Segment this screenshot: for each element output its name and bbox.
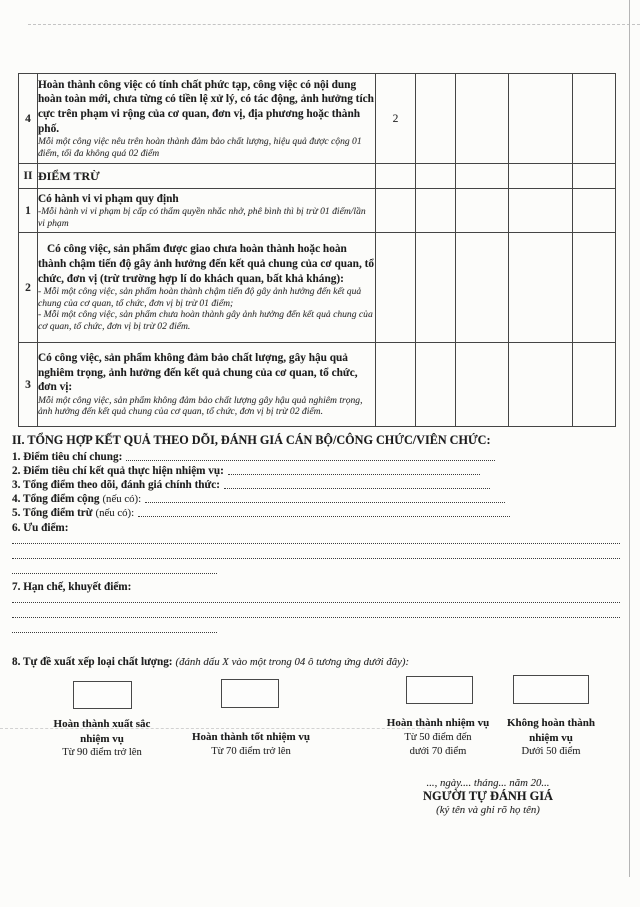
summary-item-label: 5. Tổng điểm trừ bbox=[12, 507, 93, 519]
criteria-main-text: Có hành vi vi phạm quy định bbox=[38, 192, 179, 205]
signer-role: NGƯỜI TỰ ĐÁNH GIÁ bbox=[423, 789, 553, 803]
criteria-row-4 bbox=[19, 74, 616, 164]
dotted-leader bbox=[126, 460, 495, 461]
criteria-note-text-2: - Mỗi một công việc, sản phẩm chưa hoàn thành gây ảnh hưởng đến kết quả chung của cơ quan, tổ chức, đơn vị bị trừ 02 điểm. bbox=[38, 309, 373, 332]
rating-range-line: Từ 90 điểm trở lên bbox=[62, 747, 142, 759]
empty-cell bbox=[509, 343, 573, 427]
rating-label-incomplete bbox=[476, 716, 626, 760]
rating-name-line: Hoàn thành nhiệm vụ bbox=[386, 717, 490, 729]
section-heading: ĐIỂM TRỪ bbox=[38, 164, 376, 189]
criteria-text-cell bbox=[38, 343, 376, 427]
criteria-main-text: Có công việc, sản phẩm được giao chưa hoàn thành hoặc hoàn thành chậm tiến độ gây ảnh hưởng đến kết quả chung của cơ quan, tổ chức, đơn vị (trừ trường hợp lí do khách quan, bất khả kháng): bbox=[38, 243, 374, 285]
section-row-diem-tru bbox=[19, 164, 616, 189]
empty-cell bbox=[573, 74, 616, 164]
date-line: ..., ngày.... tháng... năm 20... bbox=[426, 777, 550, 789]
empty-cell bbox=[416, 189, 456, 233]
summary-item-1 bbox=[12, 450, 495, 463]
summary-item-4 bbox=[12, 492, 505, 505]
empty-cell bbox=[509, 189, 573, 233]
score-cell: 2 bbox=[376, 74, 416, 164]
rating-label-good bbox=[176, 730, 326, 759]
answer-line bbox=[12, 573, 217, 574]
criteria-main-text: Có công việc, sản phẩm không đảm bảo chất lượng, gây hậu quả nghiêm trọng, ảnh hưởng đến kết quả chung của cơ quan, tổ chức, đơn vị: bbox=[38, 352, 358, 394]
criteria-table bbox=[18, 73, 616, 427]
summary-item-label: 3. Tổng điểm theo dõi, đánh giá chính thức: bbox=[12, 479, 220, 491]
empty-cell bbox=[573, 189, 616, 233]
summary-item-2 bbox=[12, 464, 480, 477]
summary-item-label: 7. Hạn chế, khuyết điểm: bbox=[12, 581, 132, 593]
criteria-text-cell bbox=[38, 233, 376, 343]
row-number: 4 bbox=[19, 74, 38, 164]
rating-checkbox-complete bbox=[406, 676, 473, 704]
summary-item-label: 1. Điểm tiêu chí chung: bbox=[12, 451, 123, 463]
criteria-note-text: - Mỗi một công việc, sản phẩm hoàn thành chậm tiến độ gây ảnh hưởng đến kết quả chung của cơ quan, tổ chức, đơn vị bị trừ 01 điểm; bbox=[38, 286, 362, 309]
summary-section-title: II. TỔNG HỢP KẾT QUẢ THEO DÕI, ĐÁNH GIÁ CÁN BỘ/CÔNG CHỨC/VIÊN CHỨC: bbox=[12, 433, 491, 447]
dotted-leader bbox=[145, 502, 505, 503]
summary-item-label: 4. Tổng điểm cộng bbox=[12, 493, 100, 505]
empty-cell bbox=[509, 164, 573, 189]
rating-checkbox-good bbox=[221, 679, 279, 708]
summary-item-suffix: (nếu có): bbox=[102, 493, 142, 505]
summary-item-label: 2. Điểm tiêu chí kết quả thực hiện nhiệm vụ: bbox=[12, 465, 224, 477]
empty-cell bbox=[573, 343, 616, 427]
empty-cell bbox=[573, 233, 616, 343]
rating-range-line: Từ 70 điểm trở lên bbox=[211, 745, 291, 757]
criteria-note-text: -Mỗi hành vi vi phạm bị cấp có thẩm quyền nhắc nhở, phê bình thì bị trừ 01 điểm/lần vi phạm bbox=[38, 206, 366, 229]
answer-line bbox=[12, 558, 620, 559]
rating-name-line: Hoàn thành xuất sắc bbox=[53, 718, 151, 730]
summary-item-7 bbox=[12, 580, 262, 593]
dotted-leader bbox=[228, 474, 480, 475]
empty-cell bbox=[456, 189, 509, 233]
empty-cell bbox=[376, 189, 416, 233]
row-number: 2 bbox=[19, 233, 38, 343]
empty-cell bbox=[376, 164, 416, 189]
summary-item-suffix: (đánh dấu X vào một trong 04 ô tương ứng dưới đây): bbox=[175, 656, 410, 668]
empty-cell bbox=[456, 164, 509, 189]
row-number: II bbox=[19, 164, 38, 189]
deduction-row-1 bbox=[19, 189, 616, 233]
summary-item-label: 6. Ưu điểm: bbox=[12, 522, 69, 534]
summary-item-6 bbox=[12, 521, 212, 534]
rating-name-line: Hoàn thành tốt nhiệm vụ bbox=[192, 731, 310, 743]
empty-cell bbox=[416, 164, 456, 189]
empty-cell bbox=[376, 233, 416, 343]
scan-right-edge-line bbox=[629, 0, 630, 877]
rating-name-line: nhiệm vụ bbox=[80, 732, 124, 745]
summary-item-suffix: (nếu có): bbox=[95, 507, 135, 519]
empty-cell bbox=[456, 233, 509, 343]
criteria-text-cell bbox=[38, 74, 376, 164]
row-number: 3 bbox=[19, 343, 38, 427]
answer-line bbox=[12, 543, 620, 544]
rating-name-line: Không hoàn thành bbox=[506, 717, 596, 729]
criteria-note-text: Mỗi một công việc, sản phẩm không đảm bảo chất lượng gây hậu quả nghiêm trọng, ảnh hưởng đến kết quả chung của cơ quan, tổ chức, đơn vị bị trừ 02 điểm. bbox=[38, 394, 363, 418]
empty-cell bbox=[509, 74, 573, 164]
deduction-row-3 bbox=[19, 343, 616, 427]
empty-cell bbox=[509, 233, 573, 343]
empty-cell bbox=[416, 233, 456, 343]
empty-cell bbox=[376, 343, 416, 427]
empty-cell bbox=[456, 74, 509, 164]
signature-block bbox=[398, 777, 578, 816]
rating-checkbox-incomplete bbox=[513, 675, 589, 704]
row-number: 1 bbox=[19, 189, 38, 233]
summary-item-3 bbox=[12, 478, 490, 491]
scan-top-edge-line bbox=[28, 24, 640, 25]
empty-cell bbox=[416, 74, 456, 164]
dotted-leader bbox=[138, 516, 510, 517]
rating-name-line: nhiệm vụ bbox=[529, 731, 573, 744]
summary-item-label: 8. Tự đề xuất xếp loại chất lượng: bbox=[12, 656, 173, 668]
criteria-text-cell bbox=[38, 189, 376, 233]
rating-range-line: Dưới 50 điểm bbox=[521, 746, 581, 758]
deduction-row-2 bbox=[19, 233, 616, 343]
empty-cell bbox=[416, 343, 456, 427]
dotted-leader bbox=[224, 488, 490, 489]
rating-range-line: dưới 70 điểm bbox=[409, 746, 467, 758]
summary-item-5 bbox=[12, 506, 510, 519]
criteria-note-text: Mỗi một công việc nêu trên hoàn thành đảm bảo chất lượng, hiệu quả được cộng 01 điểm, tối đa không quá 02 điểm bbox=[38, 136, 362, 159]
empty-cell bbox=[456, 343, 509, 427]
criteria-main-text: Hoàn thành công việc có tính chất phức tạp, công việc có nội dung hoàn toàn mới, chưa từng có tiền lệ xử lý, có tác động, ảnh hưởng tích cực trên phạm vi rộng của cơ quan, đơn vị, địa phương hoặc thành phố. bbox=[38, 78, 374, 135]
summary-item-8 bbox=[12, 655, 632, 668]
rating-range-line: Từ 50 điểm đến bbox=[404, 731, 472, 743]
answer-line bbox=[12, 632, 217, 633]
signer-note: (ký tên và ghi rõ họ tên) bbox=[436, 804, 540, 816]
answer-line bbox=[12, 602, 620, 603]
empty-cell bbox=[573, 164, 616, 189]
rating-label-excellent bbox=[27, 717, 177, 761]
answer-line bbox=[12, 617, 620, 618]
rating-checkbox-excellent bbox=[73, 681, 132, 709]
